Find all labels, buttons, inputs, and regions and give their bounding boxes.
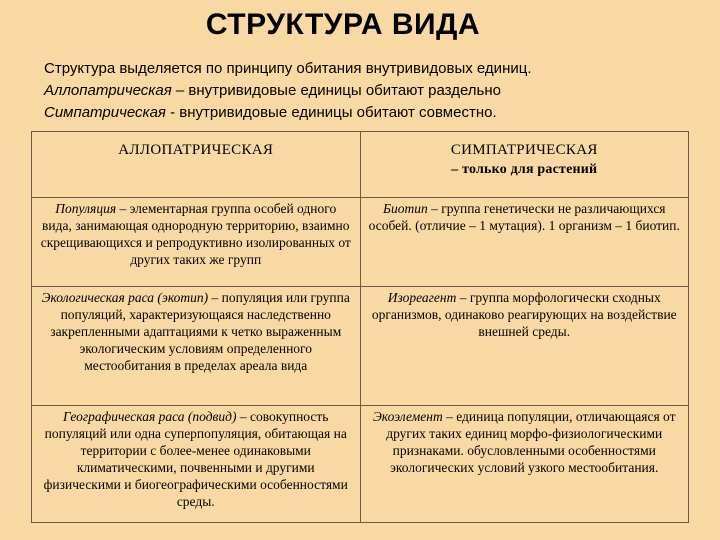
intro-block [44, 58, 704, 124]
definition-biotype: – группа генетически не различающихся особей. (отличие – 1 мутация). 1 организм – 1 биотип. [368, 201, 680, 233]
intro-line-sympatric [44, 102, 704, 124]
species-structure-table [31, 131, 689, 523]
definition-ecoelement: – единица популяции, отличающаяся от других таких единиц морфо-физиологическими признаками. обусловленными особенностями экологических условий узкого местообитания. [386, 409, 676, 475]
term-ecotype: Экологическая раса (экотип) [41, 290, 209, 305]
sympatric-definition: - внутривидовые единицы обитают совместно. [165, 104, 497, 121]
header-sympatric-label: СИМПАТРИЧЕСКАЯ [450, 142, 598, 158]
table-row [32, 287, 689, 406]
table-header-row [32, 132, 689, 198]
definition-isoreagent: – группа морфологически сходных организмов, одинаково реагирующих на воздействие внешней среды. [371, 290, 677, 339]
cell-population [32, 198, 361, 287]
cell-ecoelement [360, 406, 689, 523]
allopatric-definition: – внутривидовые единицы обитают раздельно [171, 82, 501, 99]
cell-subspecies [32, 406, 361, 523]
header-allopatric-label: АЛЛОПАТРИЧЕСКАЯ [118, 142, 274, 158]
cell-isoreagent [360, 287, 689, 406]
term-biotype: Биотип [382, 201, 428, 216]
cell-biotype [360, 198, 689, 287]
table-row [32, 406, 689, 523]
term-isoreagent: Изореагент [387, 290, 457, 305]
page-title: СТРУКТУРА ВИДА [205, 8, 481, 41]
header-sympatric [360, 132, 689, 198]
term-population: Популяция [55, 201, 117, 216]
definition-ecotype: – популяция или группа популяций, характеризующаяся наследственно закрепленными адаптациями к четко выраженным экологическим условиям определенного местообитания в пределах ареала вида [50, 290, 350, 373]
definition-population: – элементарная группа особей одного вида, занимающая однородную территорию, взаимно скрещивающихся и репродуктивно изолированных от других таких же групп [40, 201, 351, 267]
header-sympatric-note: – только для растений [451, 162, 598, 177]
allopatric-term: Аллопатрическая [44, 82, 172, 99]
cell-ecotype [32, 287, 361, 406]
intro-line-principle: Структура выделяется по принципу обитания внутривидовых единиц. [44, 60, 532, 77]
definition-subspecies: – совокупность популяций или одна суперпопуляция, обитающая на территории с более-менее одинаковыми климатическими, почвенными и другими физическими и биогеографическими особенностями среды. [43, 409, 348, 509]
table-row [32, 198, 689, 287]
term-ecoelement: Экоэлемент [372, 409, 443, 424]
header-allopatric [32, 132, 361, 198]
sympatric-term: Симпатрическая [44, 104, 166, 121]
term-subspecies: Географическая раса (подвид) [63, 409, 237, 424]
intro-line-allopatric [44, 80, 704, 102]
